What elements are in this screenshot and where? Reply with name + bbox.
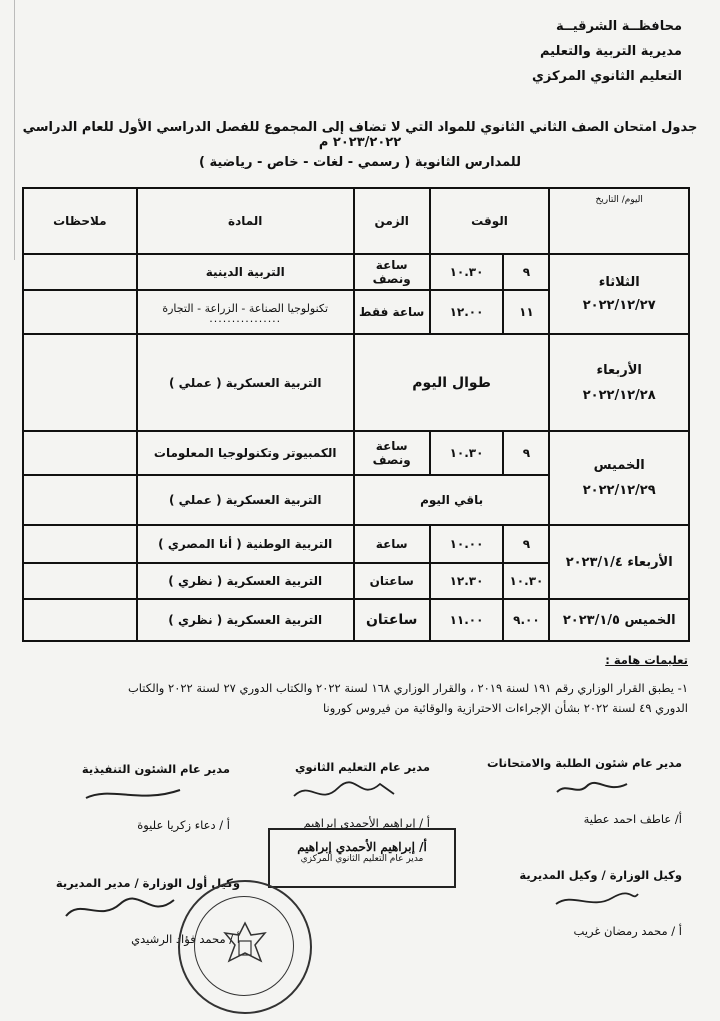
signer-name: أ/ عاطف احمد عطية — [583, 812, 682, 826]
header-duration: الزمن — [354, 188, 430, 254]
instructions-label: تعليمات هامة : — [605, 653, 688, 667]
exam-schedule-table — [22, 187, 690, 642]
subject-cell: التربية العسكرية ( عملي ) — [137, 334, 354, 431]
official-stamp — [268, 828, 456, 888]
signature-block-deputy-minister — [482, 868, 682, 938]
subject-text: تكنولوجيا الصناعة - الزراعة - التجارة — [162, 301, 329, 315]
day-date: ٢٠٢٢/١٢/٢٧ — [582, 298, 656, 313]
header-remarks: ملاحظات — [23, 188, 137, 254]
handwritten-signature — [290, 776, 400, 810]
department-label: التعليم الثانوي المركزي — [531, 69, 682, 84]
duration-cell: ساعة — [354, 525, 430, 563]
time-from: ٩ — [503, 254, 549, 290]
day-date: ٢٠٢٢/١٢/٢٩ — [582, 483, 656, 498]
table-row — [23, 599, 689, 641]
rest-of-day-cell: باقي اليوم — [354, 475, 550, 525]
handwritten-signature — [552, 778, 632, 800]
signer-title: مدير عام الشئون التنفيذية — [81, 762, 230, 776]
remarks-cell — [23, 254, 137, 290]
eagle-emblem-icon — [215, 917, 275, 977]
time-from: ٩.٠٠ — [503, 599, 549, 641]
remarks-cell — [23, 475, 137, 525]
table-row — [23, 334, 689, 431]
subject-cell: التربية الوطنية ( أنا المصري ) — [137, 525, 354, 563]
page-edge-mark — [0, 0, 15, 260]
time-from: ٩ — [503, 525, 549, 563]
handwritten-signature — [80, 780, 190, 810]
remarks-cell — [23, 563, 137, 599]
time-to: ١٢.٠٠ — [430, 290, 504, 334]
day-cell — [549, 431, 689, 525]
subject-cell: التربية العسكرية ( نظري ) — [137, 599, 354, 641]
stamp-name: أ/ إبراهيم الأحمدي إبراهيم — [297, 840, 427, 854]
signer-title: وكيل أول الوزارة / مدير المديرية — [55, 876, 240, 890]
signer-name: أ / محمد رمضان غريب — [573, 924, 682, 938]
day-date: ٢٠٢٢/١٢/٢٨ — [582, 387, 656, 403]
table-row — [23, 431, 689, 475]
all-day-cell: طوال اليوم — [354, 334, 550, 431]
handwritten-signature — [60, 892, 180, 926]
time-to: ١١.٠٠ — [430, 599, 504, 641]
signer-name: أ / دعاء زكريا عليوة — [137, 818, 230, 832]
day-cell — [549, 334, 689, 431]
signer-name: أ / محمد فؤاد الرشيدي — [131, 932, 240, 946]
table-header-row — [23, 188, 689, 254]
important-instructions — [20, 650, 688, 718]
signature-block-secondary-education — [270, 760, 430, 830]
day-name: الثلاثاء — [598, 275, 640, 290]
handwritten-signature — [552, 888, 642, 912]
duration-cell: ساعتان — [354, 599, 430, 641]
directorate-label: مديرية التربية والتعليم — [539, 44, 682, 59]
time-from: ١٠.٣٠ — [503, 563, 549, 599]
document-subtitle: للمدارس الثانوية ( رسمي - لغات - خاص - رياضية ) — [199, 155, 521, 170]
subject-cell: الكمبيوتر وتكنولوجيا المعلومات — [137, 431, 354, 475]
stamp-role: مدير عام التعليم الثانوي المركزي — [300, 854, 424, 864]
day-name: الخميس — [593, 458, 645, 473]
remarks-cell — [23, 599, 137, 641]
day-cell: الخميس ٢٠٢٣/١/٥ — [549, 599, 689, 641]
time-to: ١٠.٣٠ — [430, 254, 504, 290]
round-seal-emblem — [178, 880, 312, 1014]
day-cell — [549, 254, 689, 334]
table-row — [23, 525, 689, 563]
time-to: ١٠.٠٠ — [430, 525, 504, 563]
subject-cell: التربية الدينية — [137, 254, 354, 290]
remarks-cell — [23, 525, 137, 563]
signer-title: وكيل الوزارة / وكيل المديرية — [519, 868, 682, 882]
remarks-cell — [23, 431, 137, 475]
signer-name: أ / إبراهيم الأحمدي إبراهيم — [303, 816, 430, 830]
subject-cell: التربية العسكرية ( نظري ) — [137, 563, 354, 599]
time-to: ١٢.٣٠ — [430, 563, 504, 599]
governorate-label: محافظــة الشرقيــة — [555, 19, 682, 34]
time-from: ١١ — [503, 290, 549, 334]
header-time: الوقت — [430, 188, 550, 254]
header-subject: المادة — [137, 188, 354, 254]
subject-cell: التربية العسكرية ( عملي ) — [137, 475, 354, 525]
signature-block-students-affairs — [482, 756, 682, 826]
day-name: الأربعاء — [596, 362, 642, 378]
duration-cell: ساعة فقط — [354, 290, 430, 334]
dotted-line: ................ — [209, 311, 282, 325]
time-from: ٩ — [503, 431, 549, 475]
day-cell: الأربعاء ٢٠٢٣/١/٤ — [549, 525, 689, 599]
instruction-line-1: ١- يطبق القرار الوزاري رقم ١٩١ لسنة ٢٠١٩ ، والقرار الوزاري ١٦٨ لسنة ٢٠٢٢ والكتاب الدوري ٢٧ لسنة ٢٠٢٢ والكتاب — [127, 681, 688, 695]
header-day: اليوم/ التاريخ — [549, 188, 689, 254]
remarks-cell — [23, 334, 137, 431]
signature-block-executive-affairs — [30, 762, 230, 832]
table-row — [23, 254, 689, 290]
time-to: ١٠.٣٠ — [430, 431, 504, 475]
duration-cell: ساعتان — [354, 563, 430, 599]
signer-title: مدير عام شئون الطلبة والامتحانات — [487, 756, 682, 770]
signer-title: مدير عام التعليم الثانوي — [294, 760, 430, 774]
duration-cell: ساعة ونصف — [354, 254, 430, 290]
subject-cell — [137, 290, 354, 334]
document-title: جدول امتحان الصف الثاني الثانوي للمواد التي لا تضاف إلى المجموع للفصل الدراسي الأول للعام الدراسي ٢٠٢٣/٢٠٢٢ م — [22, 120, 698, 150]
instruction-line-2: الدوري ٤٩ لسنة ٢٠٢٢ بشأن الإجراءات الاحترازية والوقائية من فيروس كورونا — [323, 701, 688, 715]
letterhead — [532, 14, 682, 89]
remarks-cell — [23, 290, 137, 334]
duration-cell: ساعة ونصف — [354, 431, 430, 475]
